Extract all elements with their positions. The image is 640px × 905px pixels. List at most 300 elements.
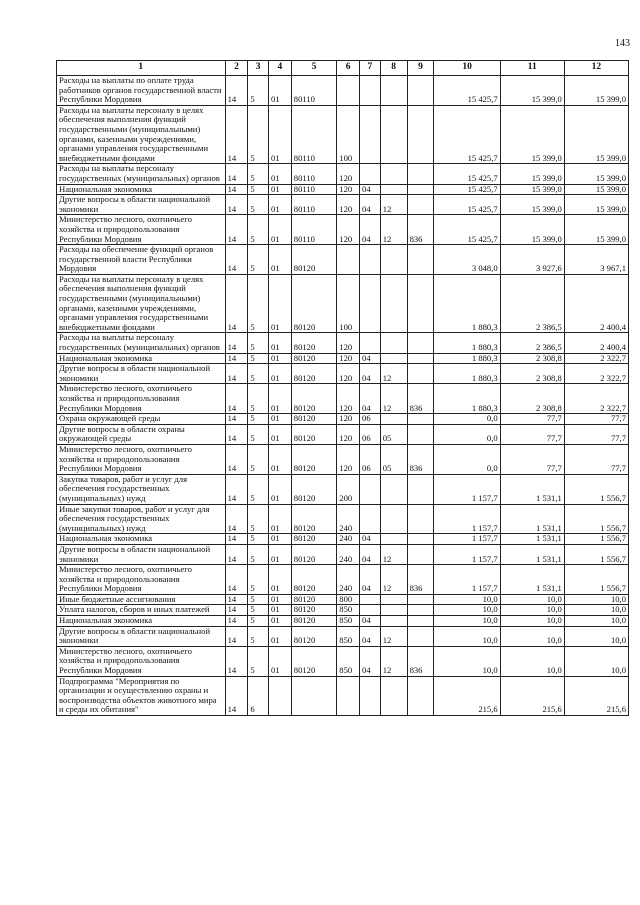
row-code-8: 12 (380, 646, 407, 676)
row-value-10: 15 425,7 (434, 76, 500, 106)
row-code-3: 5 (248, 333, 269, 353)
row-code-8 (380, 504, 407, 534)
row-value-10: 15 425,7 (434, 164, 500, 184)
row-value-11: 10,0 (500, 616, 564, 627)
row-code-9 (407, 245, 434, 275)
row-code-7: 04 (360, 384, 381, 414)
row-code-8 (380, 605, 407, 616)
row-code-8: 12 (380, 215, 407, 245)
row-code-7: 04 (360, 646, 381, 676)
row-code-5: 80120 (291, 605, 337, 616)
row-code-9 (407, 184, 434, 195)
row-code-2: 14 (225, 646, 248, 676)
row-value-11: 2 308,8 (500, 353, 564, 364)
row-name: Национальная экономика (57, 353, 226, 364)
row-value-11: 15 399,0 (500, 184, 564, 195)
row-code-2: 14 (225, 534, 248, 545)
row-code-3: 5 (248, 274, 269, 333)
row-code-9: 836 (407, 384, 434, 414)
row-value-11: 10,0 (500, 605, 564, 616)
row-code-7 (360, 274, 381, 333)
row-code-8 (380, 474, 407, 504)
row-value-10: 15 425,7 (434, 195, 500, 215)
header-col-8: 8 (380, 61, 407, 76)
row-code-6: 120 (337, 414, 360, 425)
row-code-6: 100 (337, 105, 360, 164)
row-code-4: 01 (269, 76, 292, 106)
row-value-12: 10,0 (564, 594, 628, 605)
row-code-4: 01 (269, 195, 292, 215)
table-header-row (57, 61, 629, 76)
row-code-3: 5 (248, 424, 269, 444)
row-code-5: 80120 (291, 424, 337, 444)
row-value-10: 1 157,7 (434, 565, 500, 595)
row-code-8 (380, 333, 407, 353)
table-row (57, 105, 629, 164)
row-value-10: 1 157,7 (434, 534, 500, 545)
table-row (57, 444, 629, 474)
row-code-2: 14 (225, 504, 248, 534)
row-value-11: 2 386,5 (500, 333, 564, 353)
row-value-12: 1 556,7 (564, 544, 628, 564)
row-code-9 (407, 626, 434, 646)
row-value-12: 15 399,0 (564, 76, 628, 106)
row-code-3: 5 (248, 626, 269, 646)
row-code-2: 14 (225, 195, 248, 215)
row-value-10: 10,0 (434, 594, 500, 605)
row-code-9 (407, 414, 434, 425)
row-name: Расходы на выплаты персоналу в целях обеспечения выполнения функций государственными (муниципальными) органами, казенными учреждениями, органами управления государственными внебюджетными фондами (57, 105, 226, 164)
row-code-4: 01 (269, 215, 292, 245)
table-row (57, 184, 629, 195)
table-row (57, 215, 629, 245)
row-code-6: 240 (337, 504, 360, 534)
row-code-2: 14 (225, 424, 248, 444)
row-code-6: 120 (337, 215, 360, 245)
row-code-4: 01 (269, 245, 292, 275)
row-value-11: 15 399,0 (500, 195, 564, 215)
row-code-5: 80110 (291, 76, 337, 106)
row-code-2: 14 (225, 676, 248, 715)
row-code-8: 12 (380, 195, 407, 215)
row-code-2: 14 (225, 594, 248, 605)
row-code-8: 12 (380, 384, 407, 414)
row-code-2: 14 (225, 414, 248, 425)
header-col-1: 1 (57, 61, 226, 76)
row-code-9: 836 (407, 444, 434, 474)
row-code-6: 120 (337, 444, 360, 474)
row-code-4: 01 (269, 544, 292, 564)
row-code-5: 80120 (291, 594, 337, 605)
row-code-6: 120 (337, 184, 360, 195)
row-code-8 (380, 184, 407, 195)
row-code-2: 14 (225, 164, 248, 184)
row-code-7: 06 (360, 414, 381, 425)
row-code-8: 05 (380, 444, 407, 474)
header-col-6: 6 (337, 61, 360, 76)
row-code-9 (407, 605, 434, 616)
row-code-7: 04 (360, 544, 381, 564)
row-code-3: 5 (248, 594, 269, 605)
row-code-8: 12 (380, 544, 407, 564)
row-code-2: 14 (225, 605, 248, 616)
row-code-4: 01 (269, 605, 292, 616)
row-code-2: 14 (225, 444, 248, 474)
row-code-3: 5 (248, 215, 269, 245)
row-value-11: 3 927,6 (500, 245, 564, 275)
table-row (57, 616, 629, 627)
row-code-6: 850 (337, 616, 360, 627)
row-code-3: 5 (248, 353, 269, 364)
header-col-4: 4 (269, 61, 292, 76)
row-code-8: 12 (380, 626, 407, 646)
row-code-2: 14 (225, 364, 248, 384)
row-value-10: 215,6 (434, 676, 500, 715)
row-value-12: 15 399,0 (564, 215, 628, 245)
row-code-3: 5 (248, 444, 269, 474)
row-code-9 (407, 424, 434, 444)
row-code-6: 120 (337, 164, 360, 184)
row-name: Расходы на выплаты по оплате труда работников органов государственной власти Республики Мордовия (57, 76, 226, 106)
row-code-9 (407, 594, 434, 605)
table-row (57, 76, 629, 106)
row-name: Уплата налогов, сборов и иных платежей (57, 605, 226, 616)
row-code-9 (407, 544, 434, 564)
row-value-12: 2 400,4 (564, 333, 628, 353)
row-value-11: 215,6 (500, 676, 564, 715)
header-col-5: 5 (291, 61, 337, 76)
row-value-11: 2 386,5 (500, 274, 564, 333)
row-code-2: 14 (225, 274, 248, 333)
row-value-11: 15 399,0 (500, 76, 564, 106)
header-col-3: 3 (248, 61, 269, 76)
header-col-10: 10 (434, 61, 500, 76)
table-row (57, 164, 629, 184)
row-code-2: 14 (225, 474, 248, 504)
row-name: Министерство лесного, охотничьего хозяйства и природопользования Республики Мордовия (57, 444, 226, 474)
row-code-3: 5 (248, 534, 269, 545)
row-code-4: 01 (269, 333, 292, 353)
row-value-12: 77,7 (564, 444, 628, 474)
row-code-2: 14 (225, 544, 248, 564)
row-code-4: 01 (269, 474, 292, 504)
row-code-7: 04 (360, 626, 381, 646)
row-value-11: 1 531,1 (500, 534, 564, 545)
row-code-3: 5 (248, 616, 269, 627)
row-code-9 (407, 504, 434, 534)
header-col-12: 12 (564, 61, 628, 76)
row-code-7 (360, 504, 381, 534)
table-row (57, 474, 629, 504)
row-code-4: 01 (269, 504, 292, 534)
row-code-3: 5 (248, 544, 269, 564)
row-code-7: 04 (360, 534, 381, 545)
row-value-12: 1 556,7 (564, 474, 628, 504)
row-value-10: 1 880,3 (434, 384, 500, 414)
row-code-2: 14 (225, 184, 248, 195)
row-value-10: 10,0 (434, 626, 500, 646)
row-value-11: 1 531,1 (500, 565, 564, 595)
row-code-8 (380, 534, 407, 545)
row-code-3: 5 (248, 76, 269, 106)
row-value-10: 1 880,3 (434, 353, 500, 364)
row-value-11: 1 531,1 (500, 504, 564, 534)
table-row (57, 333, 629, 353)
row-code-7: 04 (360, 353, 381, 364)
row-value-11: 10,0 (500, 594, 564, 605)
row-code-8 (380, 164, 407, 184)
row-code-7 (360, 594, 381, 605)
row-code-8 (380, 616, 407, 627)
row-code-7 (360, 245, 381, 275)
row-code-6 (337, 245, 360, 275)
row-code-5: 80120 (291, 565, 337, 595)
row-code-3: 5 (248, 164, 269, 184)
row-code-6: 240 (337, 565, 360, 595)
row-name: Национальная экономика (57, 534, 226, 545)
row-name: Другие вопросы в области национальной экономики (57, 195, 226, 215)
row-value-10: 0,0 (434, 444, 500, 474)
row-code-9 (407, 274, 434, 333)
row-value-10: 1 157,7 (434, 474, 500, 504)
row-value-10: 10,0 (434, 605, 500, 616)
row-code-9 (407, 353, 434, 364)
row-code-3: 5 (248, 364, 269, 384)
row-value-11: 2 308,8 (500, 364, 564, 384)
row-code-5: 80120 (291, 364, 337, 384)
row-code-7: 04 (360, 565, 381, 595)
row-code-9 (407, 616, 434, 627)
row-value-12: 2 322,7 (564, 353, 628, 364)
row-code-8 (380, 353, 407, 364)
row-code-7 (360, 333, 381, 353)
row-code-4: 01 (269, 274, 292, 333)
row-code-3: 5 (248, 646, 269, 676)
row-value-11: 15 399,0 (500, 215, 564, 245)
table-row (57, 274, 629, 333)
row-code-4: 01 (269, 626, 292, 646)
row-code-9 (407, 164, 434, 184)
row-code-6: 120 (337, 195, 360, 215)
row-value-12: 2 322,7 (564, 364, 628, 384)
row-code-2: 14 (225, 245, 248, 275)
row-code-9: 836 (407, 215, 434, 245)
row-code-8 (380, 676, 407, 715)
row-value-12: 15 399,0 (564, 164, 628, 184)
row-code-4: 01 (269, 105, 292, 164)
row-code-5: 80120 (291, 384, 337, 414)
row-name: Другие вопросы в области охраны окружающей среды (57, 424, 226, 444)
row-code-2: 14 (225, 565, 248, 595)
row-code-6: 850 (337, 626, 360, 646)
row-value-12: 1 556,7 (564, 565, 628, 595)
row-code-6: 120 (337, 384, 360, 414)
row-code-9: 836 (407, 565, 434, 595)
row-code-4: 01 (269, 534, 292, 545)
row-code-4: 01 (269, 353, 292, 364)
row-value-12: 10,0 (564, 605, 628, 616)
row-code-7: 06 (360, 444, 381, 474)
row-value-12: 77,7 (564, 424, 628, 444)
row-code-6: 120 (337, 333, 360, 353)
row-code-9 (407, 474, 434, 504)
row-value-12: 1 556,7 (564, 534, 628, 545)
row-code-6: 800 (337, 594, 360, 605)
row-code-9 (407, 676, 434, 715)
row-code-7 (360, 76, 381, 106)
row-code-4: 01 (269, 424, 292, 444)
row-value-10: 15 425,7 (434, 105, 500, 164)
table-body (57, 76, 629, 716)
row-name: Закупка товаров, работ и услуг для обеспечения государственных (муниципальных) нужд (57, 474, 226, 504)
row-code-5 (291, 676, 337, 715)
row-code-4: 01 (269, 384, 292, 414)
row-code-2: 14 (225, 616, 248, 627)
row-value-11: 1 531,1 (500, 474, 564, 504)
row-name: Другие вопросы в области национальной экономики (57, 626, 226, 646)
row-code-4: 01 (269, 184, 292, 195)
row-code-5: 80120 (291, 245, 337, 275)
row-name: Расходы на выплаты персоналу в целях обеспечения выполнения функций государственными (муниципальными) органами, казенными учреждениями, органами управления государственными внебюджетными фондами (57, 274, 226, 333)
row-code-6: 120 (337, 424, 360, 444)
row-code-4: 01 (269, 646, 292, 676)
table-row (57, 676, 629, 715)
row-code-9 (407, 195, 434, 215)
row-code-9 (407, 76, 434, 106)
table-row (57, 594, 629, 605)
row-name: Министерство лесного, охотничьего хозяйства и природопользования Республики Мордовия (57, 215, 226, 245)
table-row (57, 414, 629, 425)
row-value-10: 1 880,3 (434, 333, 500, 353)
row-name: Национальная экономика (57, 616, 226, 627)
table-row (57, 534, 629, 545)
row-value-12: 1 556,7 (564, 504, 628, 534)
row-code-4: 01 (269, 616, 292, 627)
row-code-5: 80120 (291, 474, 337, 504)
row-code-7: 04 (360, 616, 381, 627)
row-value-11: 1 531,1 (500, 544, 564, 564)
row-name: Расходы на выплаты персоналу государственных (муниципальных) органов (57, 333, 226, 353)
row-code-5: 80120 (291, 544, 337, 564)
table-row (57, 626, 629, 646)
row-code-6: 850 (337, 605, 360, 616)
row-code-3: 5 (248, 245, 269, 275)
row-code-8 (380, 76, 407, 106)
row-code-9 (407, 333, 434, 353)
row-code-6: 120 (337, 364, 360, 384)
row-code-2: 14 (225, 76, 248, 106)
table-row (57, 353, 629, 364)
header-col-7: 7 (360, 61, 381, 76)
row-value-10: 1 880,3 (434, 274, 500, 333)
row-code-9: 836 (407, 646, 434, 676)
row-code-6: 100 (337, 274, 360, 333)
row-code-5: 80120 (291, 353, 337, 364)
row-code-8 (380, 105, 407, 164)
row-code-7: 06 (360, 424, 381, 444)
row-code-7: 04 (360, 184, 381, 195)
row-code-2: 14 (225, 384, 248, 414)
table-row (57, 565, 629, 595)
row-value-11: 10,0 (500, 646, 564, 676)
table-row (57, 504, 629, 534)
row-code-5: 80110 (291, 105, 337, 164)
row-code-9 (407, 105, 434, 164)
row-value-10: 15 425,7 (434, 184, 500, 195)
row-code-4: 01 (269, 164, 292, 184)
row-value-12: 10,0 (564, 626, 628, 646)
row-code-4: 01 (269, 594, 292, 605)
row-name: Министерство лесного, охотничьего хозяйства и природопользования Республики Мордовия (57, 565, 226, 595)
row-code-5: 80120 (291, 616, 337, 627)
row-code-2: 14 (225, 105, 248, 164)
row-value-10: 10,0 (434, 646, 500, 676)
row-code-4: 01 (269, 444, 292, 474)
row-code-7: 04 (360, 215, 381, 245)
row-value-11: 10,0 (500, 626, 564, 646)
row-code-6: 200 (337, 474, 360, 504)
row-code-2: 14 (225, 215, 248, 245)
row-code-2: 14 (225, 626, 248, 646)
row-code-2: 14 (225, 353, 248, 364)
row-name: Национальная экономика (57, 184, 226, 195)
row-code-9 (407, 364, 434, 384)
header-col-9: 9 (407, 61, 434, 76)
header-col-11: 11 (500, 61, 564, 76)
row-code-6 (337, 76, 360, 106)
row-code-5: 80110 (291, 164, 337, 184)
row-code-7 (360, 676, 381, 715)
row-value-11: 77,7 (500, 444, 564, 474)
row-value-12: 2 322,7 (564, 384, 628, 414)
row-code-5: 80120 (291, 274, 337, 333)
row-value-10: 1 157,7 (434, 544, 500, 564)
row-code-5: 80120 (291, 626, 337, 646)
table-row (57, 245, 629, 275)
row-code-6: 120 (337, 353, 360, 364)
row-name: Расходы на выплаты персоналу государственных (муниципальных) органов (57, 164, 226, 184)
row-code-7 (360, 105, 381, 164)
row-code-7 (360, 474, 381, 504)
row-name: Иные бюджетные ассигнования (57, 594, 226, 605)
row-code-3: 5 (248, 195, 269, 215)
row-value-10: 0,0 (434, 414, 500, 425)
page-number: 143 (615, 38, 630, 49)
row-code-5: 80120 (291, 444, 337, 474)
budget-table (56, 60, 629, 716)
row-value-12: 10,0 (564, 616, 628, 627)
row-value-11: 2 308,8 (500, 384, 564, 414)
table-row (57, 384, 629, 414)
row-code-4: 01 (269, 565, 292, 595)
row-code-7: 04 (360, 195, 381, 215)
row-value-11: 77,7 (500, 424, 564, 444)
row-code-6: 240 (337, 534, 360, 545)
row-code-3: 5 (248, 504, 269, 534)
row-code-5: 80120 (291, 414, 337, 425)
row-value-10: 1 880,3 (434, 364, 500, 384)
row-code-3: 5 (248, 184, 269, 195)
row-code-3: 5 (248, 565, 269, 595)
table-row (57, 424, 629, 444)
row-code-3: 5 (248, 105, 269, 164)
row-code-8: 12 (380, 364, 407, 384)
table-row (57, 364, 629, 384)
row-name: Другие вопросы в области национальной экономики (57, 544, 226, 564)
row-code-7 (360, 605, 381, 616)
row-name: Иные закупки товаров, работ и услуг для обеспечения государственных (муниципальных) нужд (57, 504, 226, 534)
row-code-8 (380, 274, 407, 333)
